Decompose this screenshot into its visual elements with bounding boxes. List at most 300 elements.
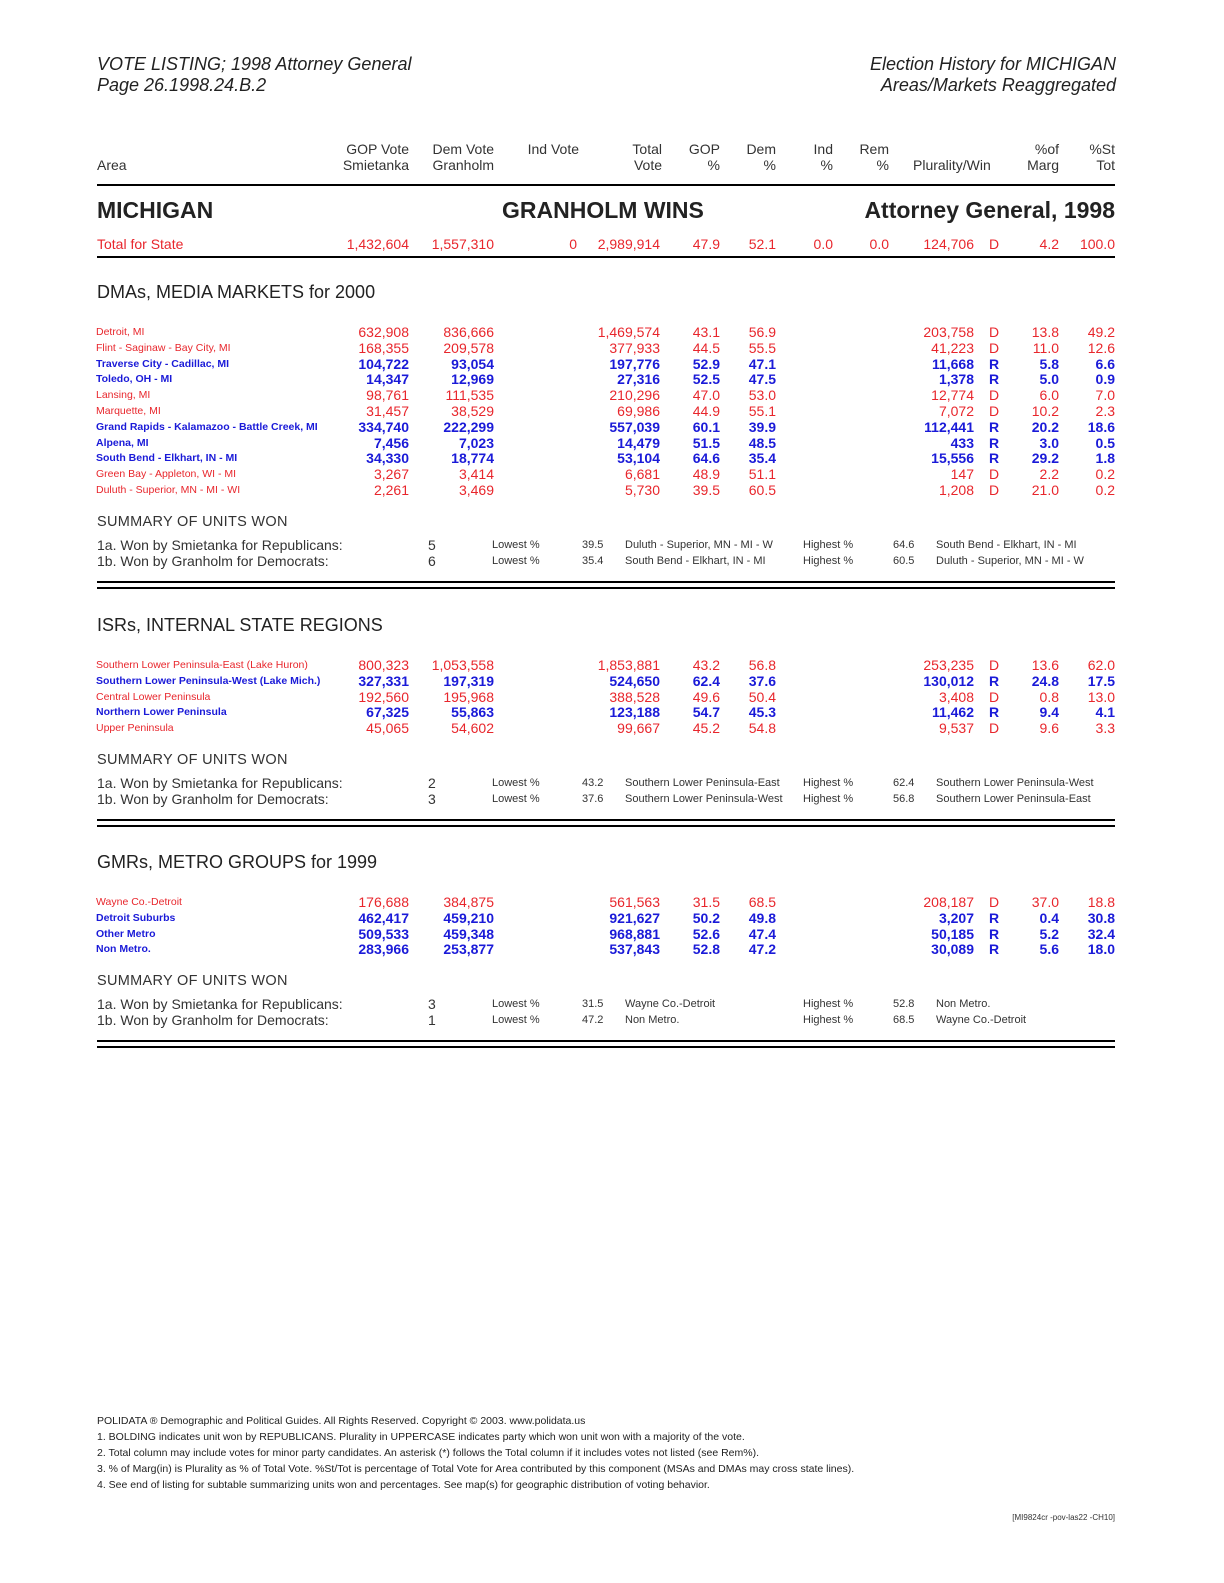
cell-total: 5,730 [624, 482, 660, 498]
cell-sttot: 32.4 [1087, 925, 1115, 942]
cell-gop: 34,330 [366, 450, 409, 467]
table-row [0, 324, 1224, 340]
cell-win: R [989, 450, 1000, 467]
area-name: Detroit, MI [96, 326, 145, 338]
cell-dem-pct: 60.5 [748, 482, 776, 498]
summary-title: SUMMARY OF UNITS WON [97, 973, 288, 990]
cell-win: D [989, 339, 1000, 356]
cell-gop: 3,267 [373, 466, 409, 483]
cell-sttot: 49.2 [1087, 324, 1115, 340]
cell-plurality: 208,187 [923, 894, 974, 910]
col-gop-pct: GOP % [688, 141, 720, 173]
area-name: Upper Peninsula [96, 722, 174, 735]
state-total-rem-pct: 0.0 [869, 236, 889, 252]
cell-win: R [989, 672, 1000, 689]
cell-gop-pct: 44.9 [692, 403, 720, 419]
summary-title: SUMMARY OF UNITS WON [97, 752, 288, 768]
summary-label: 1b. Won by Granholm for Democrats: [97, 1012, 329, 1029]
cell-dem: 459,348 [443, 925, 494, 942]
cell-plurality: 130,012 [923, 672, 974, 689]
state-total-label: Total for State [97, 236, 184, 252]
summary-label: 1b. Won by Granholm for Democrats: [97, 791, 329, 807]
cell-gop: 334,740 [358, 418, 409, 435]
summary-low-lbl: Lowest % [492, 554, 540, 567]
cell-sttot: 62.0 [1087, 657, 1115, 673]
cell-gop-pct: 31.5 [692, 894, 720, 910]
table-row [0, 419, 1224, 435]
cell-plurality: 7,072 [938, 403, 974, 419]
cell-gop: 168,355 [358, 339, 409, 356]
table-row [0, 466, 1224, 482]
cell-sttot: 30.8 [1087, 909, 1115, 926]
cell-marg: 13.6 [1031, 657, 1059, 673]
cell-marg: 10.2 [1031, 403, 1059, 419]
cell-dem: 38,529 [451, 403, 494, 419]
summary-high-lbl: Highest % [803, 538, 854, 551]
col-dem-pct: Dem % [746, 141, 776, 173]
report-title [97, 54, 411, 96]
summary-high-val: 62.4 [893, 777, 915, 789]
area-name: Traverse City - Cadillac, MI [96, 357, 230, 370]
cell-gop: 509,533 [358, 925, 409, 942]
col-gop-vote: GOP Vote Smietanka [342, 141, 409, 173]
cell-marg: 20.2 [1031, 418, 1059, 435]
cell-plurality: 147 [950, 466, 974, 483]
summary-line [0, 791, 1224, 807]
col-ind-vote: Ind Vote [527, 141, 579, 157]
footer-code: [MI9824cr -pov-las22 -CH10] [1012, 1513, 1115, 1522]
table-row [0, 910, 1224, 926]
cell-plurality: 12,774 [931, 387, 974, 404]
cell-sttot: 3.3 [1095, 720, 1115, 737]
table-row [0, 403, 1224, 419]
cell-total: 53,104 [617, 450, 660, 467]
cell-dem: 1,053,558 [431, 657, 494, 673]
state-total-total: 2,989,914 [597, 236, 660, 252]
area-name: Toledo, OH - MI [96, 373, 173, 386]
cell-marg: 3.0 [1039, 434, 1059, 451]
cell-plurality: 253,235 [923, 657, 974, 673]
cell-win: R [989, 925, 1000, 942]
summary-low-area: South Bend - Elkhart, IN - MI [625, 554, 766, 567]
area-name: Southern Lower Peninsula-East (Lake Huron) [96, 659, 308, 671]
summary-line [0, 553, 1224, 569]
cell-dem: 3,414 [458, 466, 494, 483]
cell-plurality: 11,462 [931, 704, 974, 721]
summary-label: 1a. Won by Smietanka for Republicans: [97, 536, 343, 553]
area-name: Flint - Saginaw - Bay City, MI [96, 341, 231, 354]
summary-high-lbl: Highest % [803, 793, 854, 805]
col-ind-pct: Ind % [813, 141, 833, 173]
cell-dem-pct: 47.1 [748, 355, 776, 372]
cell-sttot: 4.1 [1095, 704, 1115, 721]
cell-plurality: 112,441 [924, 418, 974, 435]
cell-dem-pct: 47.5 [748, 371, 776, 388]
summary-low-val: 43.2 [582, 777, 604, 789]
cell-dem: 459,210 [443, 909, 494, 926]
cell-sttot: 0.9 [1095, 371, 1115, 388]
cell-total: 1,469,574 [597, 324, 660, 340]
summary-high-area: Non Metro. [936, 998, 991, 1011]
cell-gop-pct: 62.4 [692, 672, 720, 689]
state-total-gop-pct: 47.9 [692, 236, 720, 252]
state-total-ind: 0 [569, 236, 577, 252]
table-row [0, 435, 1224, 451]
cell-sttot: 0.2 [1095, 482, 1115, 498]
cell-plurality: 3,408 [938, 688, 974, 705]
cell-marg: 37.0 [1031, 894, 1059, 910]
section-title: DMAs, MEDIA MARKETS for 2000 [97, 282, 376, 302]
cell-sttot: 18.8 [1087, 894, 1115, 910]
cell-gop-pct: 48.9 [692, 466, 720, 483]
table-row [0, 720, 1224, 736]
cell-dem-pct: 51.1 [748, 466, 776, 483]
cell-total: 557,039 [609, 418, 660, 435]
cell-win: R [989, 909, 1000, 926]
area-name: Green Bay - Appleton, WI - MI [96, 468, 237, 481]
report-title-line1: VOTE LISTING; 1998 Attorney General [97, 54, 412, 74]
area-name: Wayne Co.-Detroit [96, 896, 182, 908]
summary-count: 3 [428, 791, 436, 807]
cell-win: R [989, 418, 1000, 435]
cell-gop: 31,457 [366, 403, 409, 419]
cell-sttot: 18.6 [1087, 418, 1115, 435]
cell-gop: 7,456 [373, 434, 409, 451]
table-row [0, 657, 1224, 673]
summary-high-val: 52.8 [893, 998, 915, 1011]
cell-dem-pct: 56.9 [748, 324, 776, 340]
footer-note-3: 3. % of Marg(in) is Plurality as % of Total Vote. %St/Tot is percentage of Total Vote for Area contributed by this component (MSAs and DMAs may cross state lines). [97, 1463, 855, 1475]
cell-gop: 2,261 [373, 482, 409, 498]
cell-dem-pct: 56.8 [748, 657, 776, 673]
summary-low-lbl: Lowest % [492, 998, 540, 1011]
summary-high-area: Southern Lower Peninsula-East [936, 793, 1091, 805]
cell-marg: 11.0 [1032, 339, 1059, 356]
cell-win: D [989, 403, 1000, 419]
summary-low-lbl: Lowest % [492, 538, 540, 551]
area-name: Marquette, MI [96, 405, 161, 417]
cell-total: 6,681 [624, 466, 660, 483]
cell-dem: 18,774 [451, 450, 494, 467]
cell-dem-pct: 48.5 [748, 434, 776, 451]
cell-total: 27,316 [617, 371, 660, 388]
col-rem-pct: Rem % [859, 141, 889, 173]
section-rule [97, 825, 1115, 827]
cell-gop-pct: 52.6 [692, 925, 720, 942]
cell-dem: 384,875 [443, 894, 494, 910]
cell-plurality: 30,089 [931, 941, 974, 958]
cell-gop-pct: 52.8 [692, 941, 720, 958]
state-total-gop: 1,432,604 [346, 236, 409, 252]
cell-marg: 2.2 [1039, 466, 1059, 483]
area-name: Alpena, MI [96, 436, 149, 449]
cell-dem-pct: 47.4 [748, 925, 776, 942]
section-rule [97, 819, 1115, 821]
cell-dem-pct: 55.5 [748, 339, 776, 356]
header-rule [97, 184, 1115, 186]
table-row [0, 356, 1224, 372]
summary-line [0, 537, 1224, 553]
cell-dem-pct: 50.4 [748, 688, 776, 705]
cell-win: D [989, 657, 1000, 673]
area-name: Other Metro [96, 927, 156, 940]
summary-high-lbl: Highest % [803, 777, 854, 789]
summary-high-val: 56.8 [893, 793, 915, 805]
cell-sttot: 0.5 [1095, 434, 1115, 451]
cell-win: R [989, 355, 1000, 372]
cell-gop-pct: 60.1 [692, 418, 720, 435]
summary-low-val: 37.6 [582, 793, 604, 805]
summary-low-val: 39.5 [582, 538, 604, 551]
cell-total: 69,986 [617, 403, 660, 419]
cell-gop: 98,761 [366, 387, 409, 404]
cell-gop-pct: 64.6 [692, 450, 720, 467]
section-rule [97, 587, 1115, 589]
cell-plurality: 41,223 [931, 339, 974, 356]
cell-gop: 632,908 [358, 324, 409, 340]
area-name: Central Lower Peninsula [96, 690, 211, 703]
cell-win: R [989, 434, 1000, 451]
cell-sttot: 2.3 [1095, 403, 1115, 419]
summary-high-lbl: Highest % [803, 1014, 854, 1027]
cell-gop: 14,347 [366, 371, 409, 388]
summary-high-lbl: Highest % [803, 998, 854, 1011]
col-plurality: Plurality/Win [913, 157, 991, 173]
cell-dem-pct: 53.0 [748, 387, 776, 404]
summary-high-val: 60.5 [893, 554, 915, 567]
cell-total: 537,843 [609, 941, 660, 958]
cell-dem-pct: 49.8 [748, 909, 776, 926]
cell-total: 388,528 [609, 688, 660, 705]
table-row [0, 926, 1224, 942]
banner-office: Attorney General, 1998 [864, 197, 1115, 223]
summary-low-area: Non Metro. [625, 1014, 680, 1027]
summary-low-area: Wayne Co.-Detroit [625, 998, 716, 1011]
cell-gop: 462,417 [358, 909, 409, 926]
cell-plurality: 203,758 [923, 324, 974, 340]
summary-high-area: Wayne Co.-Detroit [936, 1014, 1027, 1027]
state-total-dem-pct: 52.1 [748, 236, 776, 252]
cell-gop: 176,688 [358, 894, 409, 910]
summary-high-lbl: Highest % [803, 554, 854, 567]
cell-dem-pct: 35.4 [748, 450, 776, 467]
cell-gop-pct: 47.0 [692, 387, 720, 404]
cell-marg: 0.4 [1039, 909, 1059, 926]
cell-total: 210,296 [609, 387, 660, 404]
area-name: Grand Rapids - Kalamazoo - Battle Creek, MI [96, 420, 318, 433]
state-total-rule [97, 256, 1115, 258]
state-total-sttot: 100.0 [1079, 236, 1115, 252]
cell-sttot: 12.6 [1087, 339, 1115, 356]
summary-low-val: 31.5 [582, 998, 604, 1011]
summary-line [0, 1012, 1224, 1028]
cell-plurality: 11,668 [931, 355, 974, 372]
cell-win: D [989, 387, 1000, 404]
summary-high-val: 64.6 [893, 538, 915, 551]
cell-dem: 93,054 [451, 355, 494, 372]
cell-marg: 5.6 [1039, 941, 1059, 958]
summary-title: SUMMARY OF UNITS WON [97, 513, 288, 530]
col-dem-vote: Dem Vote Granholm [432, 141, 494, 173]
cell-gop-pct: 52.9 [692, 355, 720, 372]
cell-plurality: 9,537 [938, 720, 974, 737]
summary-high-area: South Bend - Elkhart, IN - MI [936, 538, 1077, 551]
cell-plurality: 433 [950, 434, 974, 451]
table-row [0, 704, 1224, 720]
summary-count: 6 [428, 552, 436, 569]
cell-plurality: 3,207 [938, 909, 974, 926]
cell-dem: 7,023 [458, 434, 494, 451]
cell-marg: 24.8 [1031, 672, 1059, 689]
cell-marg: 9.6 [1039, 720, 1059, 737]
summary-count: 1 [428, 1012, 436, 1029]
cell-marg: 9.4 [1039, 704, 1059, 721]
cell-total: 99,667 [617, 720, 660, 737]
cell-gop-pct: 54.7 [692, 704, 720, 721]
cell-total: 123,188 [609, 704, 660, 721]
footer-note-4: 4. See end of listing for subtable summarizing units won and percentages. See map(s) for geographic distribution of voting behavior. [97, 1479, 710, 1491]
cell-gop-pct: 43.1 [692, 324, 720, 340]
summary-high-val: 68.5 [893, 1014, 915, 1027]
section-rule [97, 1046, 1115, 1048]
summary-line [0, 775, 1224, 791]
summary-count: 3 [428, 996, 436, 1013]
cell-dem: 222,299 [443, 418, 494, 435]
cell-dem-pct: 37.6 [748, 672, 776, 689]
summary-label: 1b. Won by Granholm for Democrats: [97, 552, 329, 569]
cell-sttot: 6.6 [1095, 355, 1115, 372]
cell-marg: 5.0 [1039, 371, 1059, 388]
cell-win: R [989, 371, 1000, 388]
summary-count: 2 [428, 775, 436, 791]
report-subtitle [870, 54, 1116, 96]
area-name: Northern Lower Peninsula [96, 706, 227, 719]
cell-total: 1,853,881 [597, 657, 660, 673]
cell-marg: 5.2 [1039, 925, 1059, 942]
cell-dem: 55,863 [451, 704, 494, 721]
cell-total: 377,933 [609, 339, 660, 356]
table-row [0, 371, 1224, 387]
cell-dem-pct: 68.5 [748, 894, 776, 910]
table-row [0, 941, 1224, 957]
cell-total: 561,563 [609, 894, 660, 910]
cell-dem-pct: 39.9 [748, 418, 776, 435]
col-marg: %of Marg [1027, 141, 1059, 173]
cell-total: 14,479 [617, 434, 660, 451]
footer-note-2: 2. Total column may include votes for minor party candidates. An asterisk (*) follows the Total column if it includes votes not listed (see Rem%). [97, 1447, 759, 1459]
banner-state: MICHIGAN [97, 197, 214, 223]
cell-gop: 192,560 [358, 688, 409, 705]
cell-dem: 3,469 [458, 482, 494, 498]
cell-sttot: 1.8 [1095, 450, 1115, 467]
cell-win: D [989, 720, 1000, 737]
col-sttot: %St Tot [1089, 141, 1115, 173]
col-total-vote: Total Vote [632, 141, 662, 173]
table-row [0, 482, 1224, 498]
cell-gop: 283,966 [358, 941, 409, 958]
cell-dem: 12,969 [451, 371, 494, 388]
cell-dem: 836,666 [443, 324, 494, 340]
section-rule [97, 1040, 1115, 1042]
area-name: Lansing, MI [96, 389, 151, 402]
summary-low-area: Southern Lower Peninsula-West [625, 793, 783, 805]
cell-gop: 67,325 [366, 704, 409, 721]
table-row [0, 689, 1224, 705]
report-subtitle-line2: Areas/Markets Reaggregated [880, 75, 1116, 95]
cell-win: R [989, 704, 1000, 721]
section-title: ISRs, INTERNAL STATE REGIONS [97, 615, 383, 635]
summary-low-lbl: Lowest % [492, 777, 540, 789]
state-total-ind-pct: 0.0 [813, 236, 833, 252]
section-rule [97, 581, 1115, 583]
state-total-plurality: 124,706 [923, 236, 974, 252]
cell-win: D [989, 324, 1000, 340]
cell-gop-pct: 44.5 [692, 339, 720, 356]
cell-win: D [989, 466, 1000, 483]
state-total-win: D [989, 236, 1000, 252]
table-row [0, 894, 1224, 910]
cell-dem: 54,602 [451, 720, 494, 737]
footer-note-1: 1. BOLDING indicates unit won by REPUBLICANS. Plurality in UPPERCASE indicates party which won unit won with a majority of the vote. [97, 1431, 745, 1443]
summary-low-area: Duluth - Superior, MN - MI - W [625, 538, 773, 551]
summary-count: 5 [428, 536, 436, 553]
cell-dem-pct: 47.2 [748, 941, 776, 958]
cell-sttot: 13.0 [1087, 688, 1115, 705]
cell-dem: 195,968 [443, 688, 494, 705]
cell-gop-pct: 52.5 [692, 371, 720, 388]
cell-dem: 111,535 [445, 387, 494, 404]
state-total-marg: 4.2 [1039, 236, 1059, 252]
cell-plurality: 1,378 [938, 371, 974, 388]
table-row [0, 340, 1224, 356]
cell-sttot: 7.0 [1095, 387, 1115, 404]
cell-win: D [989, 894, 1000, 910]
cell-gop: 327,331 [358, 672, 409, 689]
cell-total: 524,650 [609, 672, 660, 689]
summary-label: 1a. Won by Smietanka for Republicans: [97, 996, 343, 1013]
cell-sttot: 0.2 [1095, 466, 1115, 483]
table-row [0, 450, 1224, 466]
cell-total: 921,627 [609, 909, 660, 926]
cell-sttot: 18.0 [1087, 941, 1115, 958]
cell-dem: 197,319 [443, 672, 494, 689]
state-total-dem: 1,557,310 [431, 236, 494, 252]
cell-plurality: 15,556 [931, 450, 974, 467]
cell-win: D [989, 688, 1000, 705]
col-area: Area [97, 157, 127, 173]
cell-win: R [989, 941, 1000, 958]
cell-dem-pct: 55.1 [748, 403, 776, 419]
cell-dem-pct: 54.8 [748, 720, 776, 737]
cell-dem: 209,578 [443, 339, 494, 356]
area-name: Non Metro. [96, 943, 151, 956]
cell-marg: 6.0 [1039, 387, 1059, 404]
summary-line [0, 996, 1224, 1012]
cell-dem: 253,877 [443, 941, 494, 958]
banner-winner: GRANHOLM WINS [502, 197, 704, 223]
summary-low-lbl: Lowest % [492, 1014, 540, 1027]
table-row [0, 673, 1224, 689]
cell-plurality: 1,208 [938, 482, 974, 498]
cell-marg: 29.2 [1031, 450, 1059, 467]
cell-gop-pct: 49.6 [692, 688, 720, 705]
section-title: GMRs, METRO GROUPS for 1999 [97, 852, 378, 872]
cell-gop-pct: 50.2 [692, 909, 720, 926]
summary-label: 1a. Won by Smietanka for Republicans: [97, 775, 343, 791]
table-row [0, 387, 1224, 403]
cell-gop-pct: 51.5 [692, 434, 720, 451]
summary-low-area: Southern Lower Peninsula-East [625, 777, 780, 789]
